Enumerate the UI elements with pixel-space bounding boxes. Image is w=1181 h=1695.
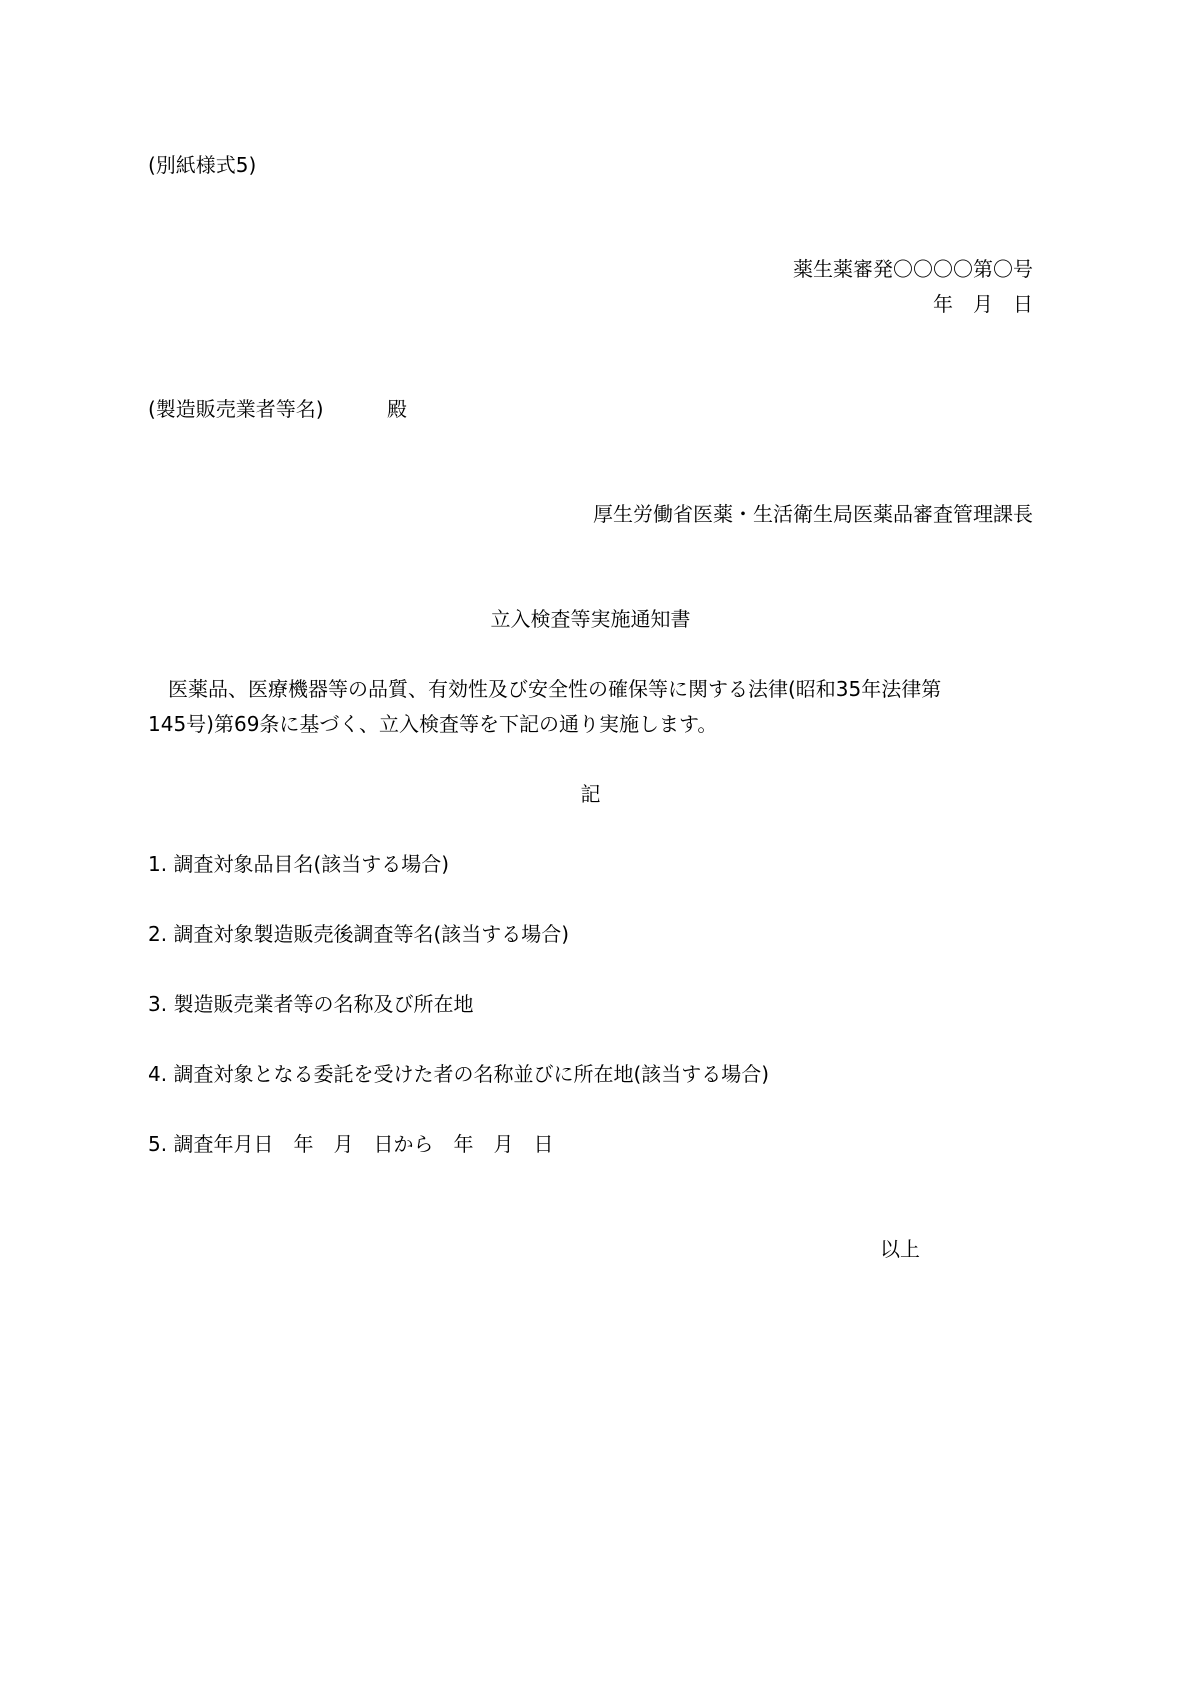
body-paragraph-line-2: 145号)第69条に基づく、立入検査等を下記の通り実施します。 [148,712,718,736]
document-title: 立入検査等実施通知書 [490,607,691,631]
body-paragraph-line-1: 医薬品、医療機器等の品質、有効性及び安全性の確保等に関する法律(昭和35年法律第 [148,677,942,701]
list-item: 1. 調査対象品目名(該当する場合) [148,852,450,876]
addressee-honorific: 殿 [387,397,407,421]
list-item: 4. 調査対象となる委託を受けた者の名称並びに所在地(該当する場合) [148,1062,770,1086]
ki-heading: 記 [580,782,601,806]
document-number: 薬生薬審発〇〇〇〇第〇号 [793,257,1033,281]
list-item: 2. 調査対象製造販売後調査等名(該当する場合) [148,922,570,946]
list-item: 5. 調査年月日 年 月 日から 年 月 日 [148,1132,554,1156]
addressee-name: (製造販売業者等名) [148,397,324,421]
document-date: 年 月 日 [933,292,1033,316]
sender-title: 厚生労働省医薬・生活衛生局医薬品審査管理課長 [593,502,1033,526]
list-item: 3. 製造販売業者等の名称及び所在地 [148,992,474,1016]
closing-remark: 以上 [880,1237,920,1261]
form-label: (別紙様式5) [148,153,257,177]
